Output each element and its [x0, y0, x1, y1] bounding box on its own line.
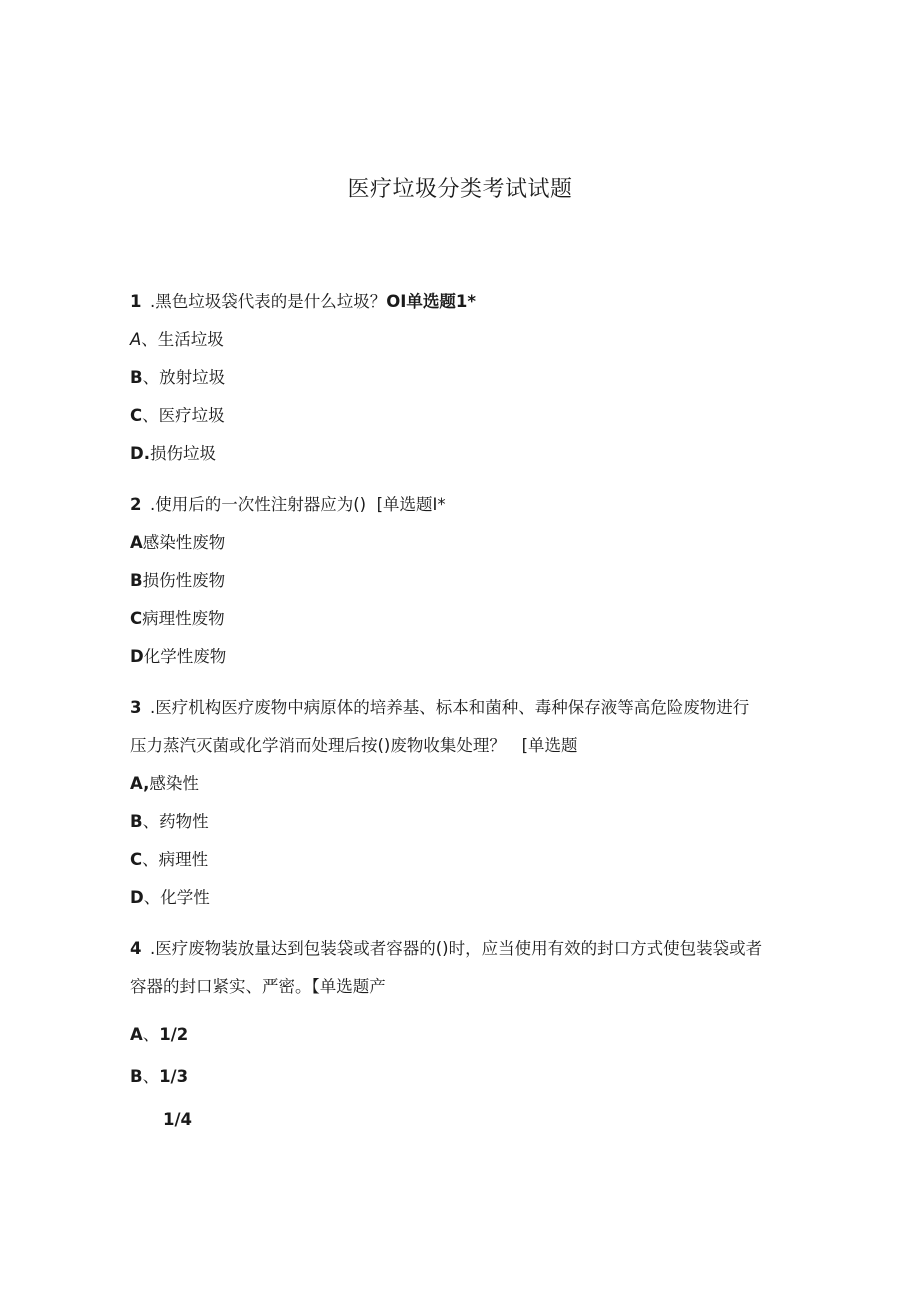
question-number: 1: [130, 292, 142, 311]
question-tag: 【单选题产: [311, 977, 386, 996]
option-text: 病理性废物: [142, 609, 225, 628]
option-text: 1/2: [159, 1025, 189, 1044]
option-text: 损伤垃圾: [149, 444, 216, 463]
question-text-line1: .医疗机构医疗废物中病原体的培养基、标本和菌种、毒种保存液等高危险废物进行: [150, 698, 750, 717]
option-label: B: [130, 368, 143, 387]
option-sep: 、: [142, 812, 160, 831]
question-3: [130, 697, 749, 719]
question-1: [130, 291, 476, 313]
option-label: A: [130, 774, 144, 793]
question-3-continued: [130, 735, 578, 757]
option-text: 化学性废物: [143, 647, 227, 666]
option-d: [130, 443, 216, 465]
option-text: 病理性: [158, 850, 209, 869]
question-text-line2: 压力蒸汽灭菌或化学消而处理后按()废物收集处理？: [130, 736, 506, 755]
question-2: [130, 494, 446, 516]
option-sep: .: [143, 444, 150, 463]
option-label: A: [130, 1025, 143, 1044]
option-text: 医疗垃圾: [158, 406, 225, 425]
question-tag: OI单选题1*: [386, 292, 477, 311]
question-number: 2: [130, 495, 142, 514]
question-4: [130, 938, 762, 960]
option-text: 1/4: [163, 1110, 192, 1129]
option-sep: 、: [142, 1067, 160, 1086]
option-a: [130, 532, 225, 554]
option-c: [163, 1109, 192, 1131]
document-title: 医疗垃圾分类考试试题: [347, 177, 573, 202]
option-text: 药物性: [159, 812, 209, 831]
option-label: A: [130, 533, 143, 552]
option-sep: 、: [141, 330, 158, 349]
question-number: 4: [130, 939, 142, 958]
option-c: [130, 405, 225, 427]
option-label: D: [130, 888, 144, 907]
question-4-continued: [130, 976, 386, 998]
option-text: 放射垃圾: [159, 368, 226, 387]
option-label: B: [130, 571, 143, 590]
question-text-line2: 容器的封口紧实、严密。: [130, 977, 312, 996]
option-sep: 、: [142, 850, 159, 869]
option-label: C: [130, 406, 143, 425]
option-sep: 、: [142, 406, 159, 425]
option-a: [130, 773, 199, 795]
option-label: D: [130, 444, 144, 463]
option-a: [130, 1024, 188, 1046]
option-label: A: [130, 330, 142, 349]
option-b: [130, 367, 225, 389]
option-text: 感染性: [149, 774, 199, 793]
option-c: [130, 849, 208, 871]
option-text: 1/3: [159, 1067, 189, 1086]
question-text: .黑色垃圾袋代表的是什么垃圾？: [150, 292, 387, 311]
option-sep: 、: [143, 888, 161, 907]
option-c: [130, 608, 225, 630]
question-tag: [单选题: [521, 736, 578, 755]
option-text: 化学性: [160, 888, 210, 907]
option-sep: 、: [142, 368, 160, 387]
option-text: 感染性废物: [142, 533, 226, 552]
option-text: 损伤性废物: [142, 571, 226, 590]
option-text: 生活垃圾: [157, 330, 224, 349]
option-b: [130, 811, 209, 833]
question-text: .使用后的一次性注射器应为(): [150, 495, 367, 514]
option-d: [130, 887, 210, 909]
option-label: C: [130, 609, 143, 628]
option-label: C: [130, 850, 143, 869]
option-d: [130, 646, 226, 668]
option-sep: 、: [142, 1025, 160, 1044]
question-number: 3: [130, 698, 142, 717]
question-text-line1: .医疗废物装放量达到包装袋或者容器的()时，应当使用有效的封口方式使包装袋或者: [150, 939, 763, 958]
option-b: [130, 1066, 188, 1088]
option-label: B: [130, 1067, 143, 1086]
option-a: [130, 329, 224, 351]
option-label: B: [130, 812, 143, 831]
question-tag: [单选题I*: [376, 495, 446, 514]
option-label: D: [130, 647, 144, 666]
option-b: [130, 570, 225, 592]
option-sep: ,: [143, 774, 150, 793]
